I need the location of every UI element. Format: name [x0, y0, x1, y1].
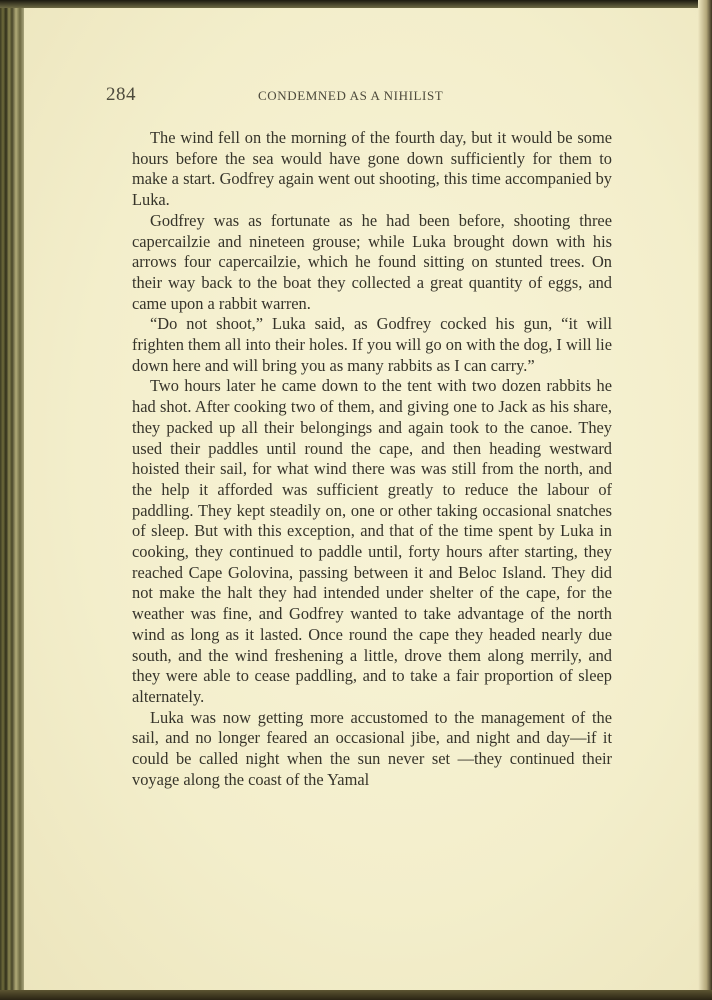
page-bottom-edge	[0, 990, 712, 1000]
paragraph: The wind fell on the morning of the fourth day, but it would be some hours before the sea would have gone down sufficiently for them to make a start. Godfrey again went out shooting, this time accompanied by Luka.	[132, 128, 612, 210]
paragraph: Luka was now getting more accustomed to the management of the sail, and no longer feared an occasional jibe, and night and day—if it could be called night when the sun never set —they continued their voyage along the coast of the Yamal	[132, 707, 612, 789]
page-top-edge	[0, 0, 712, 8]
book-spine	[0, 0, 26, 1000]
page-number: 284	[106, 84, 136, 105]
running-head: CONDEMNED AS A NIHILIST	[258, 88, 444, 103]
paragraph: Godfrey was as fortunate as he had been before, shooting three capercailzie and nineteen grouse; while Luka brought down with his arrows four capercailzie, which he found sitting on stunted trees. On their way back to the boat they collected a great quantity of eggs, and came upon a rabbit warren.	[132, 210, 612, 313]
paragraph: “Do not shoot,” Luka said, as Godfrey cocked his gun, “it will frighten them all into their holes. If you will go on with the dog, I will lie down here and will bring you as many rabbits as I can carry.”	[132, 314, 612, 375]
body-text	[132, 128, 612, 791]
page-header	[106, 84, 546, 110]
paragraph: Two hours later he came down to the tent with two dozen rabbits he had shot. After cooking two of them, and giving one to Jack as his share, they packed up all their belongings and again took to the canoe. They used their paddles until round the cape, and then heading westward hoisted their sail, for what wind there was was still from the north, and the help it afforded was sufficient greatly to reduce the labour of paddling. They kept steadily on, one or other taking occasional snatches of sleep. But with this exception, and that of the time spent by Luka in cooking, they continued to paddle until, forty hours after starting, they reached Cape Golovina, passing between it and Beloc Island. They did not make the halt they had intended under shelter of the cape, for the weather was fine, and Godfrey wanted to take advantage of the north wind as long as it lasted. Once round the cape they headed nearly due south, and the wind freshening a little, drove them along merrily, and they were able to cease paddling, and to take a fair proportion of sleep alternately.	[132, 376, 612, 706]
page-right-edge	[698, 0, 712, 1000]
